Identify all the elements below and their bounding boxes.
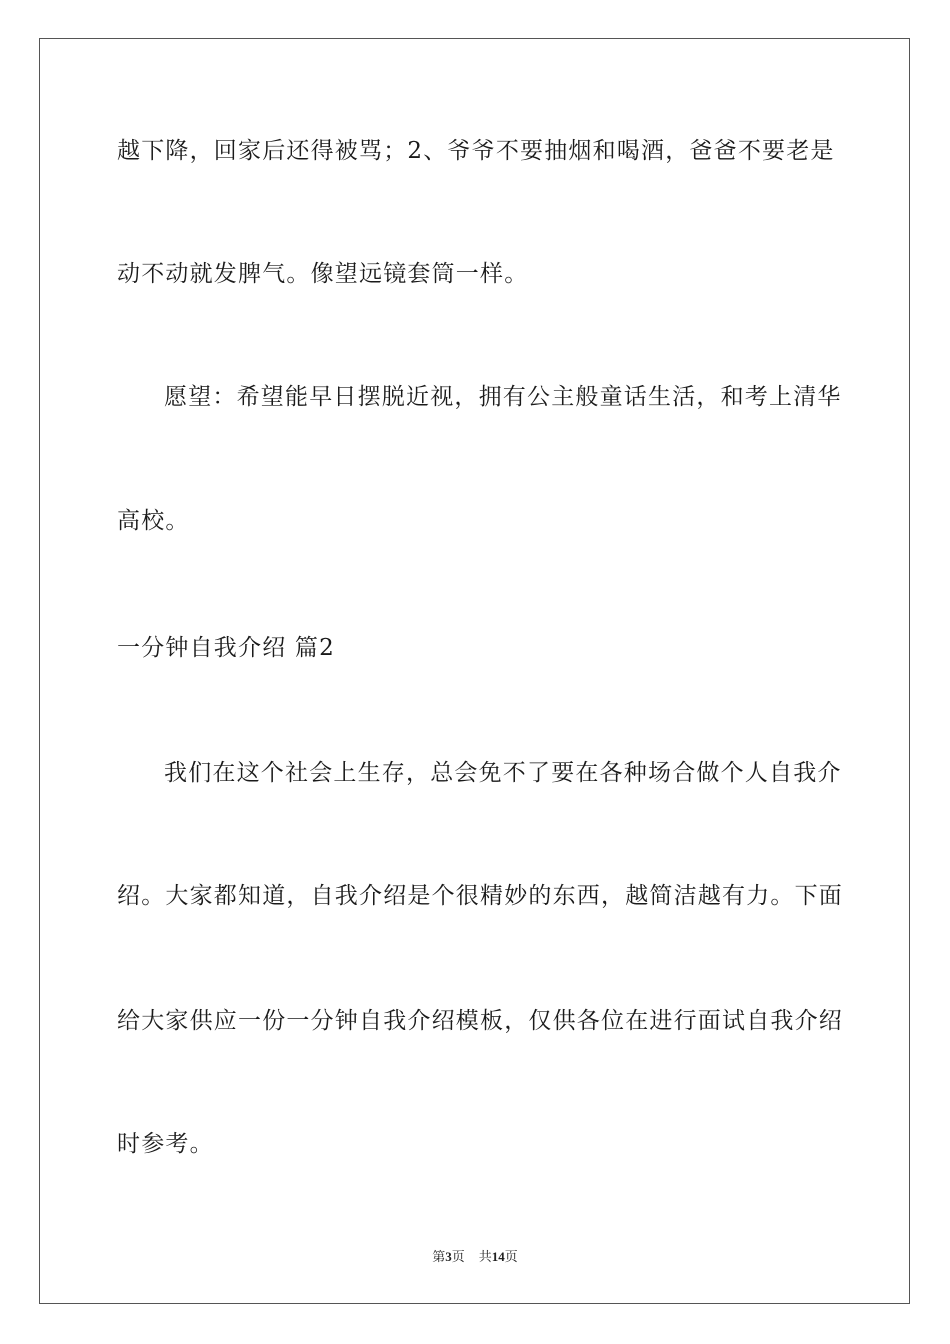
body-line-6: 绍。大家都知道，自我介绍是个很精妙的东西，越简洁越有力。下面: [117, 883, 843, 909]
footer-page-prefix: 第: [432, 1249, 446, 1264]
footer-page-number: 3: [445, 1249, 452, 1264]
body-line-8: 时参考。: [117, 1131, 214, 1157]
page-footer: [0, 1248, 950, 1266]
footer-total-prefix: 共: [478, 1249, 492, 1264]
footer-page-suffix: 页: [451, 1249, 465, 1264]
body-line-4: 高校。: [117, 508, 190, 534]
body-line-2: 动不动就发脾气。像望远镜套筒一样。: [117, 261, 529, 287]
body-line-3: 愿望：希望能早日摆脱近视，拥有公主般童话生活，和考上清华: [164, 384, 842, 410]
page-frame: [39, 38, 910, 1304]
body-line-7: 给大家供应一份一分钟自我介绍模板，仅供各位在进行面试自我介绍: [117, 1008, 843, 1034]
footer-total-suffix: 页: [504, 1249, 518, 1264]
body-line-5: 我们在这个社会上生存，总会免不了要在各种场合做个人自我介: [164, 760, 842, 786]
footer-total-pages: 14: [491, 1249, 505, 1264]
body-line-1: 越下降，回家后还得被骂；2、爷爷不要抽烟和喝酒，爸爸不要老是: [117, 138, 835, 164]
section-heading: 一分钟自我介绍 篇2: [117, 635, 335, 661]
